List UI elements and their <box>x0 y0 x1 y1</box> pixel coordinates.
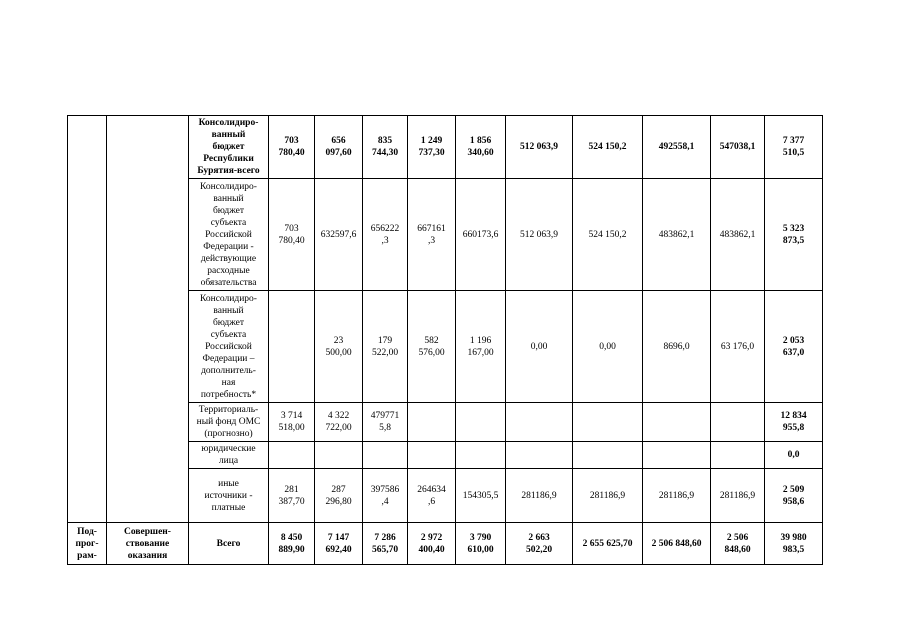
value-cell: 8696,0 <box>643 291 711 403</box>
value-cell: 281 387,70 <box>269 469 315 523</box>
value-cell: 1 249 737,30 <box>408 116 456 179</box>
value-cell: 1 196 167,00 <box>456 291 506 403</box>
value-cell <box>269 442 315 469</box>
value-cell: 483862,1 <box>711 179 765 291</box>
row-label: Территориаль- ный фонд ОМС (прогнозно) <box>189 403 269 442</box>
value-cell: 63 176,0 <box>711 291 765 403</box>
value-cell <box>573 442 643 469</box>
value-cell <box>408 442 456 469</box>
value-cell: 264634 ,6 <box>408 469 456 523</box>
value-cell: 582 576,00 <box>408 291 456 403</box>
total-cell: 12 834 955,8 <box>765 403 823 442</box>
value-cell: 703 780,40 <box>269 116 315 179</box>
value-cell: 483862,1 <box>643 179 711 291</box>
total-cell: 7 377 510,5 <box>765 116 823 179</box>
subprogram-cell: Под- прог- рам- <box>68 523 107 565</box>
value-cell: 281186,9 <box>573 469 643 523</box>
value-cell: 2 506 848,60 <box>643 523 711 565</box>
value-cell <box>506 403 573 442</box>
value-cell <box>506 442 573 469</box>
budget-table <box>67 115 823 565</box>
value-cell <box>643 403 711 442</box>
value-cell <box>573 403 643 442</box>
row-label: Консолидиро- ванный бюджет субъекта Российской Федерации - действующие расходные обязательства <box>189 179 269 291</box>
value-cell: 512 063,9 <box>506 179 573 291</box>
value-cell: 703 780,40 <box>269 179 315 291</box>
value-cell <box>456 442 506 469</box>
value-cell: 2 663 502,20 <box>506 523 573 565</box>
row-label: Всего <box>189 523 269 565</box>
value-cell: 0,00 <box>573 291 643 403</box>
value-cell <box>456 403 506 442</box>
total-cell: 2 509 958,6 <box>765 469 823 523</box>
row-label: иные источники - платные <box>189 469 269 523</box>
value-cell: 524 150,2 <box>573 116 643 179</box>
total-cell: 2 053 637,0 <box>765 291 823 403</box>
value-cell: 667161 ,3 <box>408 179 456 291</box>
value-cell: 4 322 722,00 <box>315 403 363 442</box>
value-cell: 656 097,60 <box>315 116 363 179</box>
section-cell-empty <box>68 116 107 523</box>
value-cell: 8 450 889,90 <box>269 523 315 565</box>
value-cell: 397586 ,4 <box>363 469 408 523</box>
value-cell: 1 856 340,60 <box>456 116 506 179</box>
value-cell: 524 150,2 <box>573 179 643 291</box>
subprogram-title-cell: Совершен- ствование оказания <box>107 523 189 565</box>
value-cell <box>408 403 456 442</box>
row-label: юридические лица <box>189 442 269 469</box>
value-cell: 2 506 848,60 <box>711 523 765 565</box>
value-cell <box>643 442 711 469</box>
value-cell: 179 522,00 <box>363 291 408 403</box>
total-cell: 0,0 <box>765 442 823 469</box>
value-cell: 660173,6 <box>456 179 506 291</box>
value-cell: 2 655 625,70 <box>573 523 643 565</box>
value-cell: 492558,1 <box>643 116 711 179</box>
value-cell: 835 744,30 <box>363 116 408 179</box>
value-cell: 281186,9 <box>643 469 711 523</box>
value-cell: 281186,9 <box>711 469 765 523</box>
total-cell: 5 323 873,5 <box>765 179 823 291</box>
value-cell: 0,00 <box>506 291 573 403</box>
subprogram-row <box>68 523 823 565</box>
value-cell: 2 972 400,40 <box>408 523 456 565</box>
value-cell <box>315 442 363 469</box>
value-cell: 7 286 565,70 <box>363 523 408 565</box>
value-cell: 3 790 610,00 <box>456 523 506 565</box>
row-label: Консолидиро- ванный бюджет субъекта Российской Федерации – дополнитель- ная потребность* <box>189 291 269 403</box>
value-cell <box>711 403 765 442</box>
value-cell <box>363 442 408 469</box>
value-cell: 479771 5,8 <box>363 403 408 442</box>
total-cell: 39 980 983,5 <box>765 523 823 565</box>
value-cell: 547038,1 <box>711 116 765 179</box>
value-cell: 7 147 692,40 <box>315 523 363 565</box>
value-cell: 512 063,9 <box>506 116 573 179</box>
value-cell: 154305,5 <box>456 469 506 523</box>
value-cell: 281186,9 <box>506 469 573 523</box>
value-cell: 632597,6 <box>315 179 363 291</box>
value-cell: 656222 ,3 <box>363 179 408 291</box>
value-cell: 287 296,80 <box>315 469 363 523</box>
value-cell: 23 500,00 <box>315 291 363 403</box>
table-row <box>68 116 823 179</box>
value-cell <box>711 442 765 469</box>
value-cell <box>269 291 315 403</box>
program-cell-empty <box>107 116 189 523</box>
row-label: Консолидиро- ванный бюджет Республики Бурятия-всего <box>189 116 269 179</box>
value-cell: 3 714 518,00 <box>269 403 315 442</box>
